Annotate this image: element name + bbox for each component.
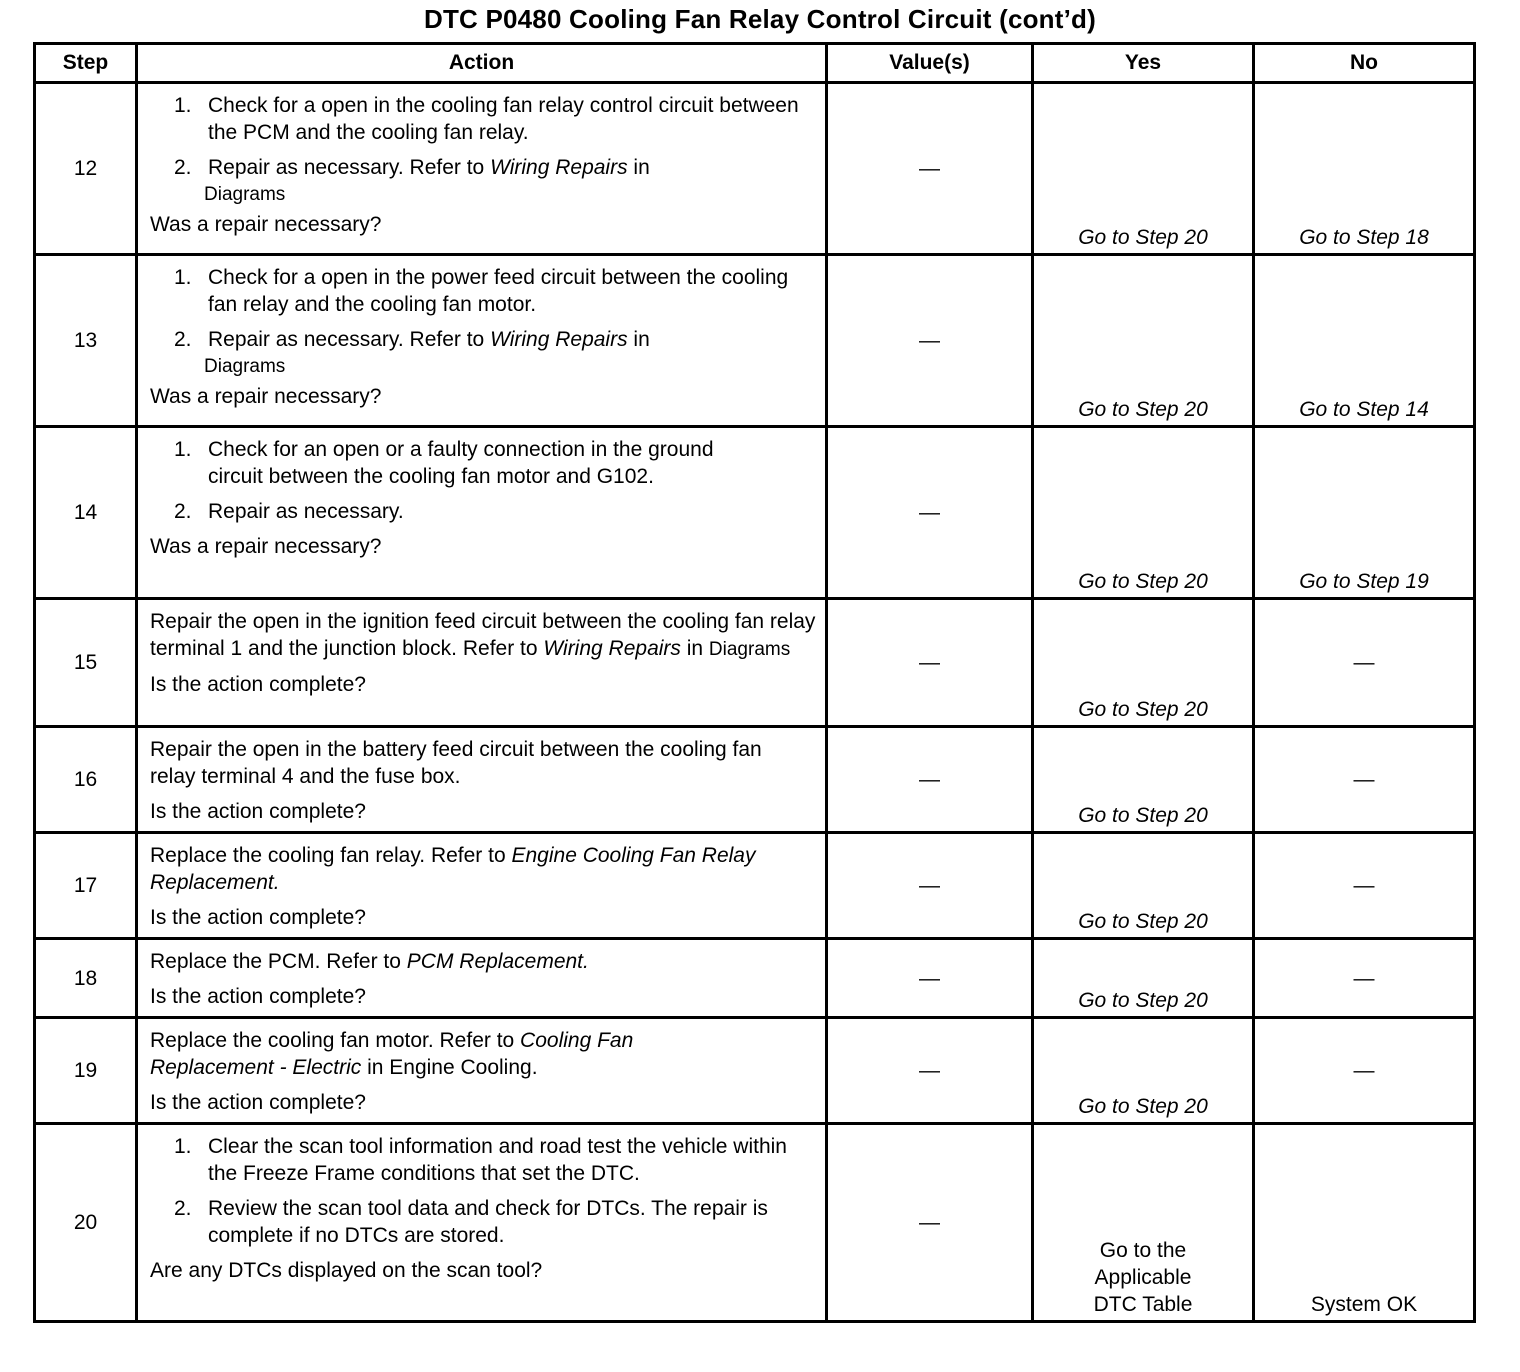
header-yes: Yes	[1033, 44, 1254, 83]
table-row	[35, 939, 1475, 1018]
yes-result: Go to the Applicable DTC Table	[1093, 1239, 1193, 1316]
yes-cell	[1033, 599, 1254, 727]
value-cell: —	[827, 599, 1033, 727]
table-row	[35, 255, 1475, 427]
value-cell: —	[827, 427, 1033, 599]
no-cell	[1254, 1124, 1475, 1322]
no-result: Go to Step 18	[1299, 226, 1429, 249]
yes-cell	[1033, 1124, 1254, 1322]
table-row	[35, 1124, 1475, 1322]
action-text: Repair the open in the battery feed circuit between the cooling fan relay terminal 4 and the fuse box.	[150, 738, 762, 788]
step-number: 12	[35, 83, 137, 255]
action-text: Replace the PCM. Refer to PCM Replacement.	[150, 950, 589, 973]
table-row	[35, 727, 1475, 833]
table-row	[35, 599, 1475, 727]
header-action: Action	[137, 44, 827, 83]
no-cell: —	[1254, 833, 1475, 939]
step-number: 18	[35, 939, 137, 1018]
no-cell: —	[1254, 599, 1475, 727]
action-item: 2. Repair as necessary. Refer to Wiring Repairs in Diagrams	[150, 154, 819, 209]
action-text: Replace the cooling fan motor. Refer to Cooling Fan Replacement - Electric in Engine Cooling.	[150, 1029, 634, 1079]
action-cell	[137, 727, 827, 833]
no-result: System OK	[1310, 1293, 1418, 1316]
action-item: 2. Review the scan tool data and check for DTCs. The repair is complete if no DTCs are stored.	[174, 1197, 768, 1247]
table-row	[35, 1018, 1475, 1124]
yes-result: Go to Step 20	[1078, 989, 1208, 1012]
diagrams-note: Diagrams	[204, 184, 286, 205]
no-result: Go to Step 19	[1299, 570, 1429, 593]
action-item: 2. Repair as necessary. Refer to Wiring Repairs in Diagrams	[150, 326, 819, 381]
question: Are any DTCs displayed on the scan tool?	[150, 1259, 543, 1282]
no-cell: —	[1254, 727, 1475, 833]
value-cell: —	[827, 727, 1033, 833]
step-number: 16	[35, 727, 137, 833]
table-row	[35, 83, 1475, 255]
action-item: 1. Check for an open or a faulty connection in the ground circuit between the cooling fan motor and G102.	[174, 438, 714, 488]
action-cell	[137, 83, 827, 255]
question: Was a repair necessary?	[150, 213, 382, 236]
value-cell: —	[827, 1018, 1033, 1124]
value-cell: —	[827, 1124, 1033, 1322]
value-cell: —	[827, 939, 1033, 1018]
action-item: 1. Check for a open in the power feed circuit between the cooling fan relay and the cooling fan motor.	[174, 266, 789, 316]
value-cell: —	[827, 833, 1033, 939]
action-cell	[137, 599, 827, 727]
no-cell	[1254, 255, 1475, 427]
action-item: 2. Repair as necessary.	[174, 500, 404, 523]
step-number: 19	[35, 1018, 137, 1124]
question: Is the action complete?	[150, 673, 366, 696]
page-title: DTC P0480 Cooling Fan Relay Control Circuit (cont’d)	[423, 4, 1096, 34]
table-row	[35, 833, 1475, 939]
yes-cell	[1033, 83, 1254, 255]
question: Is the action complete?	[150, 800, 366, 823]
header-row	[35, 44, 1475, 83]
yes-cell	[1033, 255, 1254, 427]
yes-cell	[1033, 427, 1254, 599]
question: Is the action complete?	[150, 906, 366, 929]
question: Is the action complete?	[150, 1091, 366, 1114]
value-cell: —	[827, 83, 1033, 255]
action-text: Repair the open in the ignition feed circuit between the cooling fan relay terminal 1 and the junction block. Refer to Wiring Repairs in Diagrams	[150, 610, 816, 660]
no-cell: —	[1254, 939, 1475, 1018]
yes-result: Go to Step 20	[1078, 804, 1208, 827]
question: Was a repair necessary?	[150, 535, 382, 558]
yes-cell	[1033, 939, 1254, 1018]
yes-cell	[1033, 833, 1254, 939]
no-cell	[1254, 83, 1475, 255]
action-cell	[137, 1124, 827, 1322]
yes-cell	[1033, 727, 1254, 833]
action-cell	[137, 427, 827, 599]
action-cell	[137, 939, 827, 1018]
action-cell	[137, 833, 827, 939]
no-cell	[1254, 427, 1475, 599]
header-values: Value(s)	[827, 44, 1033, 83]
value-cell: —	[827, 255, 1033, 427]
yes-result: Go to Step 20	[1078, 398, 1208, 421]
step-number: 14	[35, 427, 137, 599]
yes-result: Go to Step 20	[1078, 910, 1208, 933]
yes-result: Go to Step 20	[1078, 570, 1208, 593]
question: Is the action complete?	[150, 985, 366, 1008]
action-text: Replace the cooling fan relay. Refer to Engine Cooling Fan Relay Replacement.	[150, 844, 756, 894]
header-no: No	[1254, 44, 1475, 83]
diagrams-note: Diagrams	[204, 356, 286, 377]
yes-cell	[1033, 1018, 1254, 1124]
question: Was a repair necessary?	[150, 385, 382, 408]
diagnostic-table	[33, 42, 1476, 1323]
yes-result: Go to Step 20	[1078, 1095, 1208, 1118]
action-cell	[137, 255, 827, 427]
no-cell: —	[1254, 1018, 1475, 1124]
step-number: 20	[35, 1124, 137, 1322]
action-item: 1. Check for a open in the cooling fan relay control circuit between the PCM and the cooling fan relay.	[174, 94, 799, 144]
action-item: 1. Clear the scan tool information and road test the vehicle within the Freeze Frame conditions that set the DTC.	[174, 1135, 787, 1185]
yes-result: Go to Step 20	[1078, 226, 1208, 249]
step-number: 15	[35, 599, 137, 727]
step-number: 17	[35, 833, 137, 939]
table-row	[35, 427, 1475, 599]
action-cell	[137, 1018, 827, 1124]
yes-result: Go to Step 20	[1078, 698, 1208, 721]
no-result: Go to Step 14	[1299, 398, 1429, 421]
step-number: 13	[35, 255, 137, 427]
header-step: Step	[35, 44, 137, 83]
